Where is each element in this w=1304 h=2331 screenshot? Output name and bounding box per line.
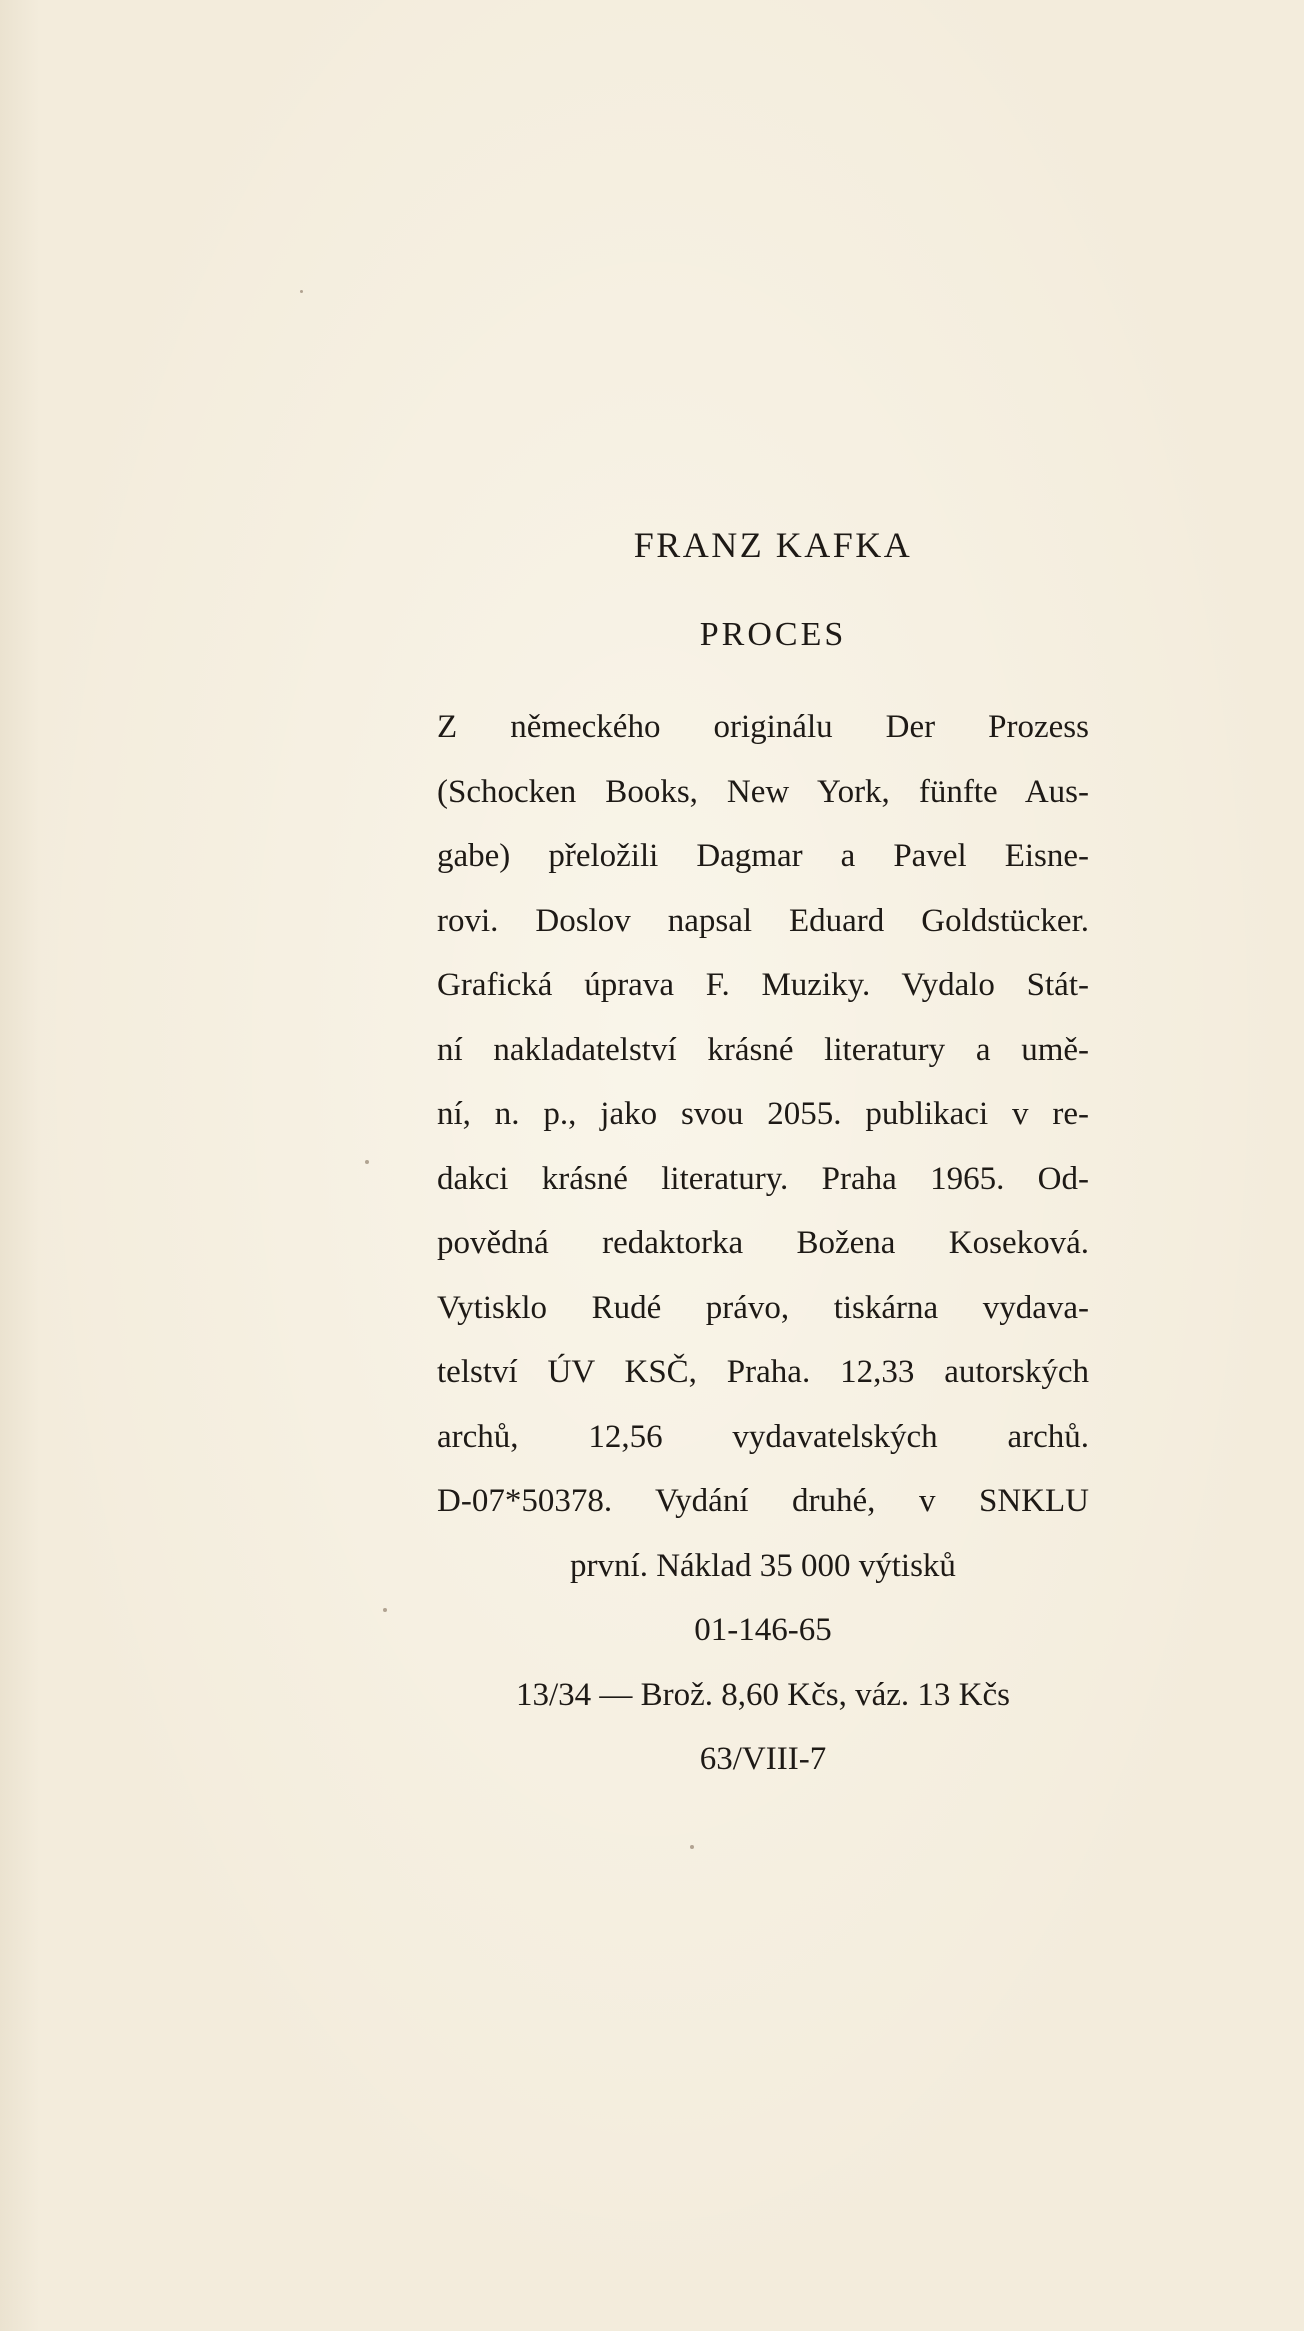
- colophon-line: dakci krásné literatury. Praha 1965. Od-: [437, 1160, 1089, 1197]
- colophon-line: rovi. Doslov napsal Eduard Goldstücker.: [437, 902, 1089, 939]
- paper-speck: [383, 1608, 387, 1612]
- colophon-line: archů, 12,56 vydavatelských archů.: [437, 1418, 1089, 1455]
- colophon-line: povědná redaktorka Božena Koseková.: [437, 1225, 1089, 1261]
- colophon-line: Vytisklo Rudé právo, tiskárna vydava-: [437, 1289, 1089, 1326]
- colophon-line: gabe) přeložili Dagmar a Pavel Eisne-: [437, 838, 1089, 874]
- paper-speck: [300, 290, 303, 293]
- paper-speck: [690, 1845, 694, 1849]
- colophon: [437, 515, 1089, 1792]
- edition-code: 63/VIII-7: [699, 1741, 827, 1777]
- colophon-line: ní, n. p., jako svou 2055. publikaci v re-: [437, 1096, 1089, 1132]
- colophon-text: [437, 695, 1089, 1792]
- catalog-number: 01-146-65: [694, 1612, 832, 1648]
- price-line: 13/34 — Brož. 8,60 Kčs, váz. 13 Kčs: [515, 1676, 1010, 1713]
- print-run-line: první. Náklad 35 000 výtisků: [570, 1547, 956, 1584]
- colophon-line: telství ÚV KSČ, Praha. 12,33 autorských: [437, 1354, 1089, 1390]
- colophon-line: ní nakladatelství krásné literatury a umě-: [437, 1031, 1089, 1068]
- paper-speck: [365, 1160, 369, 1164]
- author-name: FRANZ KAFKA: [633, 525, 913, 565]
- colophon-line: (Schocken Books, New York, fünfte Aus-: [437, 773, 1089, 810]
- colophon-line: Z německého originálu Der Prozess: [437, 709, 1089, 745]
- colophon-line: Grafická úprava F. Muziky. Vydalo Stát-: [437, 967, 1089, 1003]
- colophon-line: D-07*50378. Vydání druhé, v SNKLU: [437, 1483, 1089, 1519]
- book-title: PROCES: [699, 616, 847, 653]
